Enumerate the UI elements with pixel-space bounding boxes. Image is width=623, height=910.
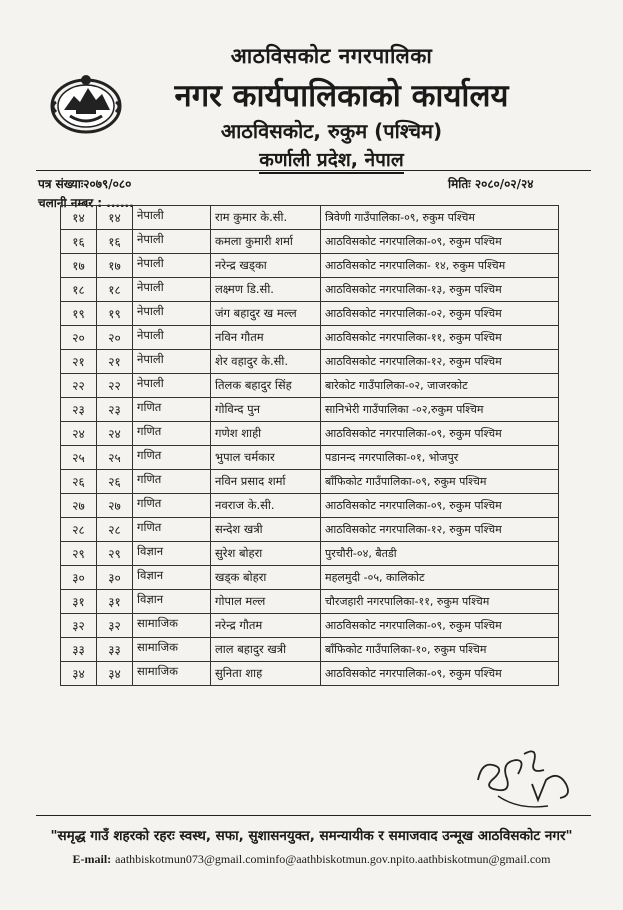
address-cell: बाँफिकोट गाउँपालिका-०९, रुकुम पश्चिम: [321, 470, 559, 494]
email-label: E-mail:: [72, 852, 112, 866]
roll-number-cell: २१: [97, 350, 133, 374]
footer-divider: [36, 815, 591, 816]
roll-number-cell: २३: [97, 398, 133, 422]
subject-cell: नेपाली: [133, 206, 211, 230]
address-cell: सानिभेरी गाउँपालिका -०२,रुकुम पश्चिम: [321, 398, 559, 422]
email-addresses: aathbiskotmun073@gmail.cominfo@aathbiskotmun.gov.npito.aathbiskotmun@gmail.com: [115, 852, 551, 866]
address-cell: पुरचौरी-०४, बैतडी: [321, 542, 559, 566]
address-cell: आठविसकोट नगरपालिका-१२, रुकुम पश्चिम: [321, 350, 559, 374]
address-cell: बाँफिकोट गाउँपालिका-१०, रुकुम पश्चिम: [321, 638, 559, 662]
name-cell: नविन गौतम: [211, 326, 321, 350]
table-row: [61, 374, 559, 398]
name-cell: खड्क बोहरा: [211, 566, 321, 590]
name-cell: गणेश शाही: [211, 422, 321, 446]
address-cell: आठविसकोट नगरपालिका-०९, रुकुम पश्चिम: [321, 494, 559, 518]
serial-number-cell: २३: [61, 398, 97, 422]
serial-number-cell: २८: [61, 518, 97, 542]
table-row: [61, 398, 559, 422]
subject-cell: गणित: [133, 398, 211, 422]
table-row: [61, 302, 559, 326]
serial-number-cell: ३२: [61, 614, 97, 638]
table-row: [61, 638, 559, 662]
name-cell: गोविन्द पुन: [211, 398, 321, 422]
serial-number-cell: २६: [61, 470, 97, 494]
table-row: [61, 494, 559, 518]
table-row: [61, 446, 559, 470]
letter-number: पत्र संख्याः२०७९/०८०: [38, 177, 132, 191]
subject-cell: गणित: [133, 470, 211, 494]
name-cell: सन्देश खत्री: [211, 518, 321, 542]
office-location: आठविसकोट, रुकुम (पश्चिम): [220, 119, 443, 143]
address-cell: महलमुदी -०५, कालिकोट: [321, 566, 559, 590]
name-cell: सुरेश बोहरा: [211, 542, 321, 566]
roll-number-cell: ३०: [97, 566, 133, 590]
roll-number-cell: २५: [97, 446, 133, 470]
serial-number-cell: ३१: [61, 590, 97, 614]
serial-number-cell: १९: [61, 302, 97, 326]
serial-number-cell: २५: [61, 446, 97, 470]
table-row: [61, 254, 559, 278]
table-row: [61, 518, 559, 542]
dispatch-number: चलानी नम्बर : ......: [38, 196, 134, 210]
address-cell: आठविसकोट नगरपालिका-११, रुकुम पश्चिम: [321, 326, 559, 350]
signature-mark: [468, 740, 588, 820]
serial-number-cell: २२: [61, 374, 97, 398]
serial-number-cell: १४: [61, 206, 97, 230]
subject-cell: नेपाली: [133, 302, 211, 326]
serial-number-cell: २४: [61, 422, 97, 446]
table-row: [61, 614, 559, 638]
table-row: [61, 278, 559, 302]
table-row: [61, 230, 559, 254]
serial-number-cell: १६: [61, 230, 97, 254]
address-cell: आठविसकोट नगरपालिका-०९, रुकुम पश्चिम: [321, 422, 559, 446]
roll-number-cell: ३१: [97, 590, 133, 614]
serial-number-cell: १८: [61, 278, 97, 302]
roll-number-cell: ३२: [97, 614, 133, 638]
table-row: [61, 206, 559, 230]
office-name: नगर कार्यपालिकाको कार्यालय: [174, 78, 509, 114]
name-cell: सुनिता शाह: [211, 662, 321, 686]
header-divider: [36, 170, 591, 171]
municipality-motto: "समृद्ध गाउँ शहरको रहरः स्वस्थ, सफा, सुशासनयुक्त, समन्यायीक र समाजवाद उन्मूख आठविसकोट नगर": [50, 828, 573, 844]
roll-number-cell: २४: [97, 422, 133, 446]
subject-cell: विज्ञान: [133, 542, 211, 566]
subject-cell: सामाजिक: [133, 662, 211, 686]
serial-number-cell: १७: [61, 254, 97, 278]
name-cell: लक्ष्मण डि.सी.: [211, 278, 321, 302]
roll-number-cell: १९: [97, 302, 133, 326]
address-cell: आठविसकोट नगरपालिका-१३, रुकुम पश्चिम: [321, 278, 559, 302]
address-cell: बारेकोट गाउँपालिका-०२, जाजरकोट: [321, 374, 559, 398]
table-row: [61, 350, 559, 374]
address-cell: आठविसकोट नगरपालिका-१२, रुकुम पश्चिम: [321, 518, 559, 542]
name-cell: तिलक बहादुर सिंह: [211, 374, 321, 398]
name-cell: नरेन्द्र खड्का: [211, 254, 321, 278]
name-cell: शेर वहादुर के.सी.: [211, 350, 321, 374]
serial-number-cell: २०: [61, 326, 97, 350]
subject-cell: नेपाली: [133, 254, 211, 278]
subject-cell: सामाजिक: [133, 614, 211, 638]
name-cell: नरेन्द्र गौतम: [211, 614, 321, 638]
serial-number-cell: २७: [61, 494, 97, 518]
roll-number-cell: २८: [97, 518, 133, 542]
name-cell: राम कुमार के.सी.: [211, 206, 321, 230]
address-cell: आठविसकोट नगरपालिका-०२, रुकुम पश्चिम: [321, 302, 559, 326]
table-row: [61, 422, 559, 446]
serial-number-cell: ३०: [61, 566, 97, 590]
name-cell: लाल बहादुर खत्री: [211, 638, 321, 662]
roll-number-cell: २६: [97, 470, 133, 494]
roll-number-cell: ३३: [97, 638, 133, 662]
subject-cell: गणित: [133, 422, 211, 446]
municipality-name: आठविसकोट नगरपालिका: [230, 44, 433, 68]
subject-cell: नेपाली: [133, 230, 211, 254]
name-cell: कमला कुमारी शर्मा: [211, 230, 321, 254]
roll-number-cell: २९: [97, 542, 133, 566]
table-row: [61, 590, 559, 614]
table-row: [61, 566, 559, 590]
subject-cell: विज्ञान: [133, 590, 211, 614]
roll-number-cell: १६: [97, 230, 133, 254]
province-country-text: कर्णाली प्रदेश, नेपाल: [259, 149, 403, 174]
table-row: [61, 470, 559, 494]
address-cell: त्रिवेणी गाउँपालिका-०९, रुकुम पश्चिम: [321, 206, 559, 230]
subject-cell: नेपाली: [133, 326, 211, 350]
serial-number-cell: २९: [61, 542, 97, 566]
roll-number-cell: ३४: [97, 662, 133, 686]
roll-number-cell: १८: [97, 278, 133, 302]
province-country: [0, 146, 623, 172]
roll-number-cell: २२: [97, 374, 133, 398]
subject-cell: गणित: [133, 494, 211, 518]
subject-cell: गणित: [133, 446, 211, 470]
roll-number-cell: १७: [97, 254, 133, 278]
address-cell: पडानन्द नगरपालिका-०१, भोजपुर: [321, 446, 559, 470]
subject-cell: विज्ञान: [133, 566, 211, 590]
table-row: [61, 662, 559, 686]
candidate-table: [60, 205, 559, 686]
contact-emails: [0, 852, 623, 867]
roll-number-cell: २७: [97, 494, 133, 518]
serial-number-cell: ३३: [61, 638, 97, 662]
name-cell: नविन प्रसाद शर्मा: [211, 470, 321, 494]
subject-cell: गणित: [133, 518, 211, 542]
letter-date: मितिः २०८०/०२/२४: [448, 177, 534, 191]
roll-number-cell: १४: [97, 206, 133, 230]
address-cell: आठविसकोट नगरपालिका-०९, रुकुम पश्चिम: [321, 230, 559, 254]
serial-number-cell: ३४: [61, 662, 97, 686]
subject-cell: नेपाली: [133, 350, 211, 374]
address-cell: आठविसकोट नगरपालिका- १४, रुकुम पश्चिम: [321, 254, 559, 278]
address-cell: आठविसकोट नगरपालिका-०९, रुकुम पश्चिम: [321, 662, 559, 686]
table-row: [61, 326, 559, 350]
address-cell: चौरजहारी नगरपालिका-११, रुकुम पश्चिम: [321, 590, 559, 614]
table-row: [61, 542, 559, 566]
subject-cell: नेपाली: [133, 278, 211, 302]
subject-cell: नेपाली: [133, 374, 211, 398]
subject-cell: सामाजिक: [133, 638, 211, 662]
address-cell: आठविसकोट नगरपालिका-०९, रुकुम पश्चिम: [321, 614, 559, 638]
name-cell: नवराज के.सी.: [211, 494, 321, 518]
roll-number-cell: २०: [97, 326, 133, 350]
name-cell: गोपाल मल्ल: [211, 590, 321, 614]
name-cell: जंग बहादुर ख मल्ल: [211, 302, 321, 326]
name-cell: भुपाल चर्मकार: [211, 446, 321, 470]
serial-number-cell: २१: [61, 350, 97, 374]
